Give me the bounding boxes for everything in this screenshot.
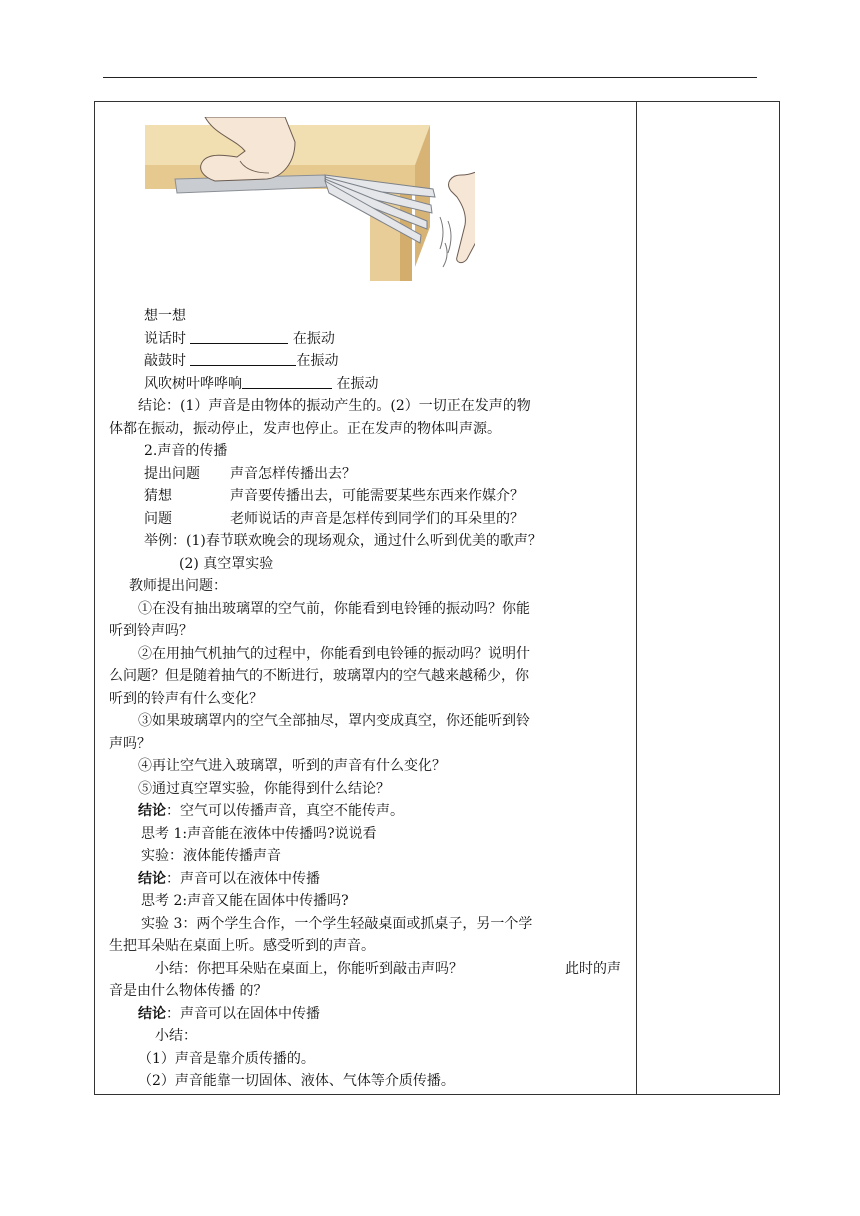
- fill-line-wind: 风吹树叶哗哗响 在振动: [144, 375, 379, 392]
- column-divider: [636, 102, 637, 1094]
- lesson-content-cell: [95, 102, 636, 1094]
- summary-item: （1）声音是靠介质传播的。: [138, 1050, 315, 1067]
- example-line: 举例：(1)春节联欢晚会的现场观众，通过什么听到优美的歌声？: [144, 533, 542, 549]
- question-item: 么问题？但是随着抽气的不断进行，玻璃罩内的空气越来越稀少，你: [109, 668, 529, 684]
- question-item: 声吗？: [109, 735, 151, 752]
- lesson-table: [94, 101, 780, 1095]
- lesson-text: [95, 305, 636, 1093]
- question-item: ②在用抽气机抽气的过程中，你能看到电铃锤的振动吗？说明什: [138, 645, 530, 662]
- guess-label: 猜想: [144, 488, 172, 504]
- question-item: ③如果玻璃罩内的空气全部抽尽，罩内变成真空，你还能听到铃: [138, 713, 530, 729]
- question-item: ①在没有抽出玻璃罩的空气前，你能看到电铃锤的振动吗？你能: [138, 600, 530, 617]
- summary-item: （2）声音能靠一切固体、液体、气体等介质传播。: [138, 1073, 455, 1089]
- header-rule: [103, 77, 757, 78]
- small-summary: 小结：你把耳朵贴在桌面上，你能听到敲击声吗？: [155, 960, 463, 977]
- blank-field: [190, 329, 288, 344]
- question-text: 声音怎样传播出去？: [230, 465, 356, 482]
- right-hand: [449, 147, 475, 263]
- conclusion-liquid: 结论：声音可以在液体中传播: [138, 870, 320, 887]
- ruler-vibration-illustration: [145, 117, 475, 287]
- fill-line-speak: 说话时 在振动: [144, 330, 335, 347]
- conclusion-solid: 结论：声音可以在固体中传播: [138, 1005, 320, 1022]
- problem-text: 老师说话的声音是怎样传到同学们的耳朵里的？: [230, 510, 524, 527]
- question-item: ⑤通过真空罩实验，你能得到什么结论？: [138, 780, 390, 797]
- conclusion-line: 体都在振动，振动停止，发声也停止。正在发声的物体叫声源。: [109, 420, 501, 437]
- question-item: ④再让空气进入玻璃罩，听到的声音有什么变化？: [138, 758, 446, 774]
- blank-field: [242, 374, 332, 389]
- think-solid: 思考 2:声音又能在固体中传播吗?: [141, 893, 349, 909]
- guess-text: 声音要传播出去，可能需要某些东西来作媒介？: [230, 488, 524, 504]
- small-summary-tail: 此时的声: [565, 960, 621, 977]
- problem-label: 问题: [144, 510, 172, 527]
- question-item: 听到的铃声有什么变化？: [109, 690, 263, 707]
- experiment-solid: 实验 3：两个学生合作，一个学生轻敲桌面或抓桌子，另一个学: [141, 915, 533, 932]
- experiment-liquid: 实验：液体能传播声音: [141, 848, 281, 864]
- teacher-question-heading: 教师提出问题：: [129, 578, 227, 594]
- question-label: 提出问题: [144, 465, 200, 482]
- question-item: 听到铃声吗？: [109, 623, 193, 639]
- experiment-solid: 生把耳朵贴在桌面上听。感受听到的声音。: [109, 938, 375, 954]
- conclusion-air: 结论：空气可以传播声音，真空不能传声。: [138, 803, 404, 819]
- think-liquid: 思考 1:声音能在液体中传播吗?说说看: [141, 825, 377, 842]
- conclusion-line: 结论：(1）声音是由物体的振动产生的。(2）一切正在发声的物: [138, 398, 531, 414]
- summary-heading: 小结：: [155, 1028, 197, 1044]
- think-heading: 想一想: [144, 308, 186, 324]
- small-summary: 音是由什么物体传播 的？: [109, 983, 268, 999]
- fill-line-drum: 敲鼓时 在振动: [144, 353, 339, 369]
- blank-field: [190, 351, 296, 366]
- motion-lines: [440, 217, 451, 267]
- vacuum-experiment-line: (2) 真空罩实验: [179, 555, 274, 572]
- section-heading: 2.声音的传播: [144, 443, 228, 459]
